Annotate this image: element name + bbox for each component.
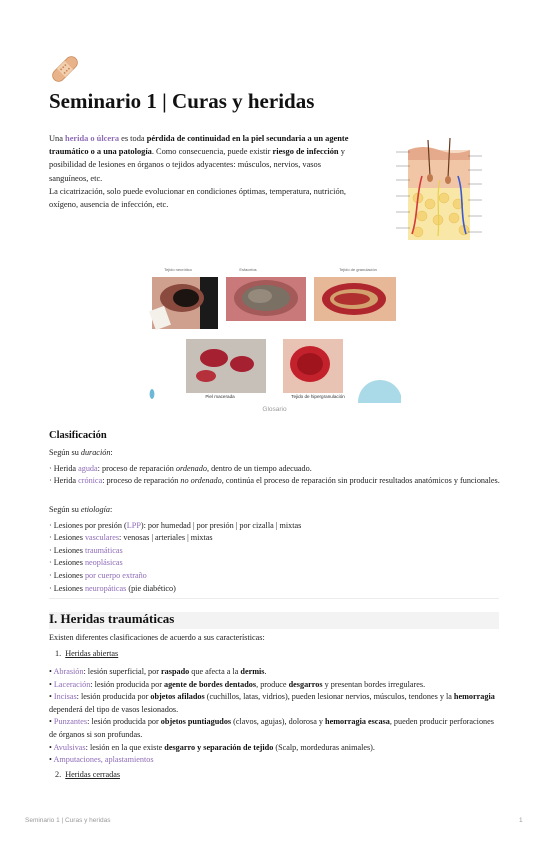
- list-item-laceracion: • Laceración: lesión producida por agente de bordes dentados, produce desgarros y presentan bordes irregulares.: [49, 679, 426, 689]
- figure-label-necrotico: Tejido necrótico: [164, 267, 192, 272]
- term-incisas[interactable]: Incisas: [53, 692, 77, 702]
- duracion-intro: Según su duración:: [49, 448, 113, 457]
- list-item-traumaticas: · Lesiones traumáticas: [49, 545, 123, 555]
- list-number: 2.: [55, 770, 62, 779]
- numbered-item-1: [55, 648, 507, 661]
- figure-label-granulacion: Tejido de granulación: [339, 267, 377, 272]
- section-divider: [49, 598, 499, 599]
- list-item-cuerpo-extrano: · Lesiones por cuerpo extraño: [49, 570, 147, 580]
- list-item-vasculares: · Lesiones vasculares: venosas | arteriales | mixtas: [49, 533, 213, 543]
- list-number: 1.: [55, 649, 62, 658]
- section1-intro-text: Existen diferentes clasificaciones de acuerdo a sus características:: [49, 633, 265, 642]
- term-vasculares[interactable]: vasculares: [84, 533, 120, 543]
- figure-label-hipergranulacion: Tejido de hipergranulación: [291, 394, 345, 399]
- figure-label-esfacelos: Esfacelos: [239, 267, 257, 272]
- term-cuerpo-extrano[interactable]: por cuerpo extraño: [84, 570, 147, 580]
- etiologia-intro: Según su etiología:: [49, 505, 113, 514]
- term-abrasion[interactable]: Abrasión: [53, 667, 84, 676]
- list-item-neuropaticas: · Lesiones neuropáticas (pie diabético): [49, 583, 176, 593]
- figure-label-macerada: Piel macerada: [205, 394, 235, 399]
- term-aguda[interactable]: aguda: [78, 463, 98, 473]
- heridas-abiertas-list: [49, 666, 501, 767]
- section1-intro: [49, 632, 501, 645]
- term-traumaticas[interactable]: traumáticas: [84, 545, 123, 555]
- term-cronica[interactable]: crónica: [78, 476, 103, 486]
- list-item-amputaciones: • Amputaciones, aplastamientos: [49, 755, 154, 765]
- term-punzantes[interactable]: Punzantes: [53, 717, 88, 727]
- term-laceracion[interactable]: Laceración: [53, 679, 91, 689]
- heading-clasificacion: Clasificación: [49, 430, 107, 441]
- list-item-incisas: • Incisas: lesión producida por objetos afilados (cuchillos, latas, vidrios), pueden lesionar nervios, músculos, tendones y la hemorragia dependerá del tipo de vasos lesionados.: [49, 692, 495, 714]
- photo-piel-macerada: [186, 339, 266, 393]
- page-title: Seminario 1 | Curas y heridas: [49, 89, 315, 113]
- subheading-heridas-abiertas: Heridas abiertas: [65, 649, 119, 658]
- term-amputaciones[interactable]: Amputaciones, aplastamientos: [53, 755, 154, 765]
- page-number: 1: [519, 817, 523, 824]
- subheading-heridas-cerradas: Heridas cerradas: [65, 770, 121, 779]
- list-item-cronica: · Herida crónica: proceso de reparación no ordenado, continúa el proceso de reparación sin producir resultados anatómicos y funcionales.: [49, 476, 500, 486]
- term-neoplasicas[interactable]: neoplásicas: [84, 558, 123, 568]
- list-item-aguda: · Herida aguda: proceso de reparación ordenado, dentro de un tiempo adecuado.: [49, 463, 312, 473]
- skin-anatomy-illustration: [378, 136, 500, 243]
- intro-paragraph-2: La cicatrización, solo puede evolucionar en condiciones óptimas, temperatura, nutrición, oxígeno, ausencia de infección, etc.: [49, 186, 346, 210]
- clasificacion-etiologia: [49, 504, 501, 595]
- intro-text: [49, 132, 349, 211]
- figure-caption: Glosario: [262, 406, 287, 413]
- list-item-lpp: · Lesiones por presión (LPP): por humedad | por presión | por cizalla | mixtas: [49, 520, 302, 530]
- list-item-avulsivas: • Avulsivas: lesión en la que existe desgarro y separación de tejido (Scalp, mordeduras animales).: [49, 742, 375, 752]
- wound-glossary-figure: [148, 266, 401, 403]
- list-item-neoplasicas: · Lesiones neoplásicas: [49, 558, 123, 568]
- list-item-punzantes: • Punzantes: lesión producida por objetos puntiagudos (clavos, agujas), dolorosa y hemorragia escasa, pueden producir perforaciones de órganos si son profundas.: [49, 717, 494, 739]
- page-footer-title: Seminario 1 | Curas y heridas: [25, 817, 111, 824]
- term-lpp[interactable]: LPP: [126, 520, 141, 530]
- numbered-item-2: [55, 769, 507, 782]
- clasificacion-duracion: [49, 447, 501, 488]
- intro-paragraph-1: Una herida o úlcera es toda pérdida de continuidad en la piel secundaria a un agente traumático o a una patología. Como consecuencia, puede existir riesgo de infección y posibilidad de lesiones en órganos o tejidos adyacentes: músculos, nervios, vasos sanguíneos, etc.: [49, 134, 349, 183]
- term-neuropaticas[interactable]: neuropáticas: [84, 583, 127, 593]
- heading-heridas-traumaticas: I. Heridas traumáticas: [49, 611, 175, 626]
- bandage-icon: [49, 53, 81, 85]
- term-avulsivas[interactable]: Avulsivas: [53, 742, 86, 752]
- list-item-abrasion: • Abrasión: lesión superficial, por raspado que afecta a la dermis.: [49, 667, 267, 676]
- term-herida[interactable]: herida o úlcera: [65, 134, 120, 143]
